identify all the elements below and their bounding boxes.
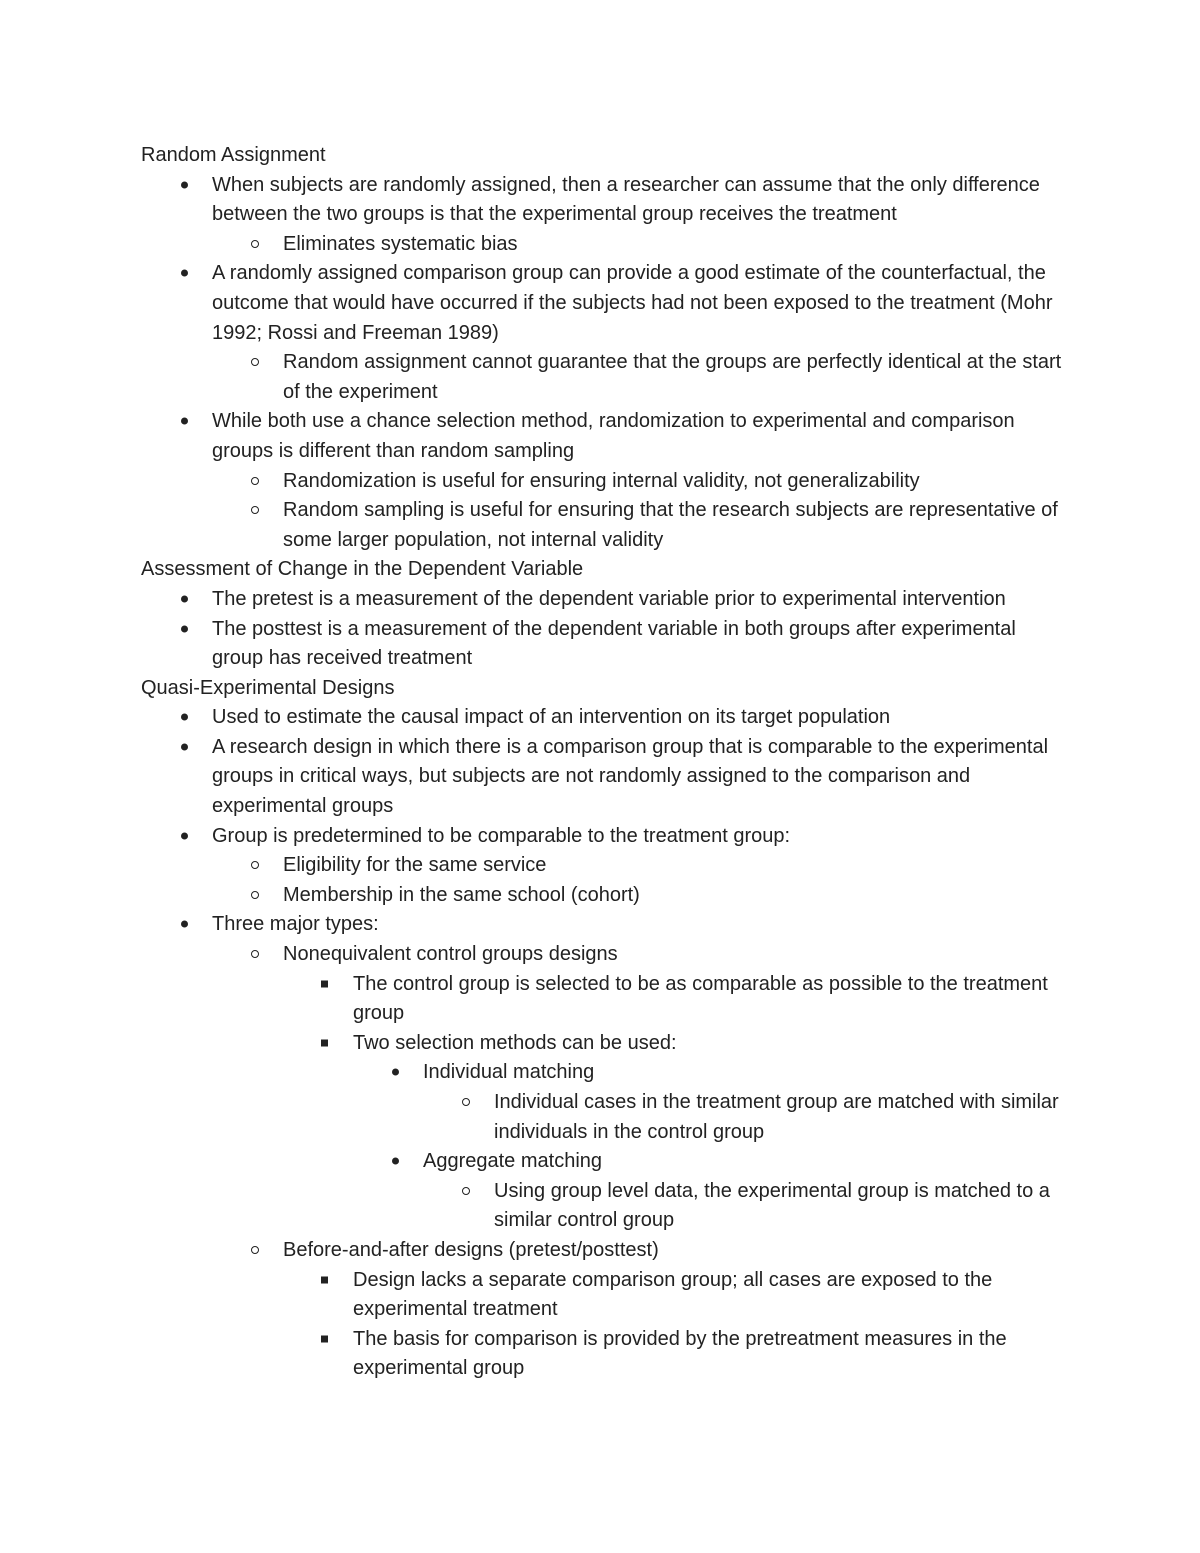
list-item — [141, 1088, 1071, 1147]
disc-bullet-icon — [181, 418, 188, 425]
list-item — [141, 259, 1071, 348]
square-bullet-icon — [321, 1335, 328, 1342]
list-item — [141, 467, 1071, 497]
list-item-text: Design lacks a separate comparison group; all cases are exposed to the experimental treatment — [353, 1268, 993, 1321]
list-item — [141, 703, 1071, 733]
list-item — [141, 230, 1071, 260]
disc-bullet-icon — [181, 270, 188, 277]
list-item-text: Using group level data, the experimental group is matched to a similar control group — [494, 1179, 1050, 1232]
list-item-text: The basis for comparison is provided by the pretreatment measures in the experimental group — [353, 1327, 1007, 1380]
list-item-text: Eliminates systematic bias — [283, 232, 518, 255]
list-item-text: When subjects are randomly assigned, then a researcher can assume that the only difference between the two groups is that the experimental group receives the treatment — [212, 173, 1040, 226]
list-item — [141, 407, 1071, 466]
list-item — [141, 1266, 1071, 1325]
list-item-text: Randomization is useful for ensuring internal validity, not generalizability — [283, 469, 920, 492]
list-item-text: A randomly assigned comparison group can provide a good estimate of the counterfactual, the outcome that would have occurred if the subjects had not been exposed to the treatment (Mohr 1992; Rossi and Freeman 1989) — [212, 262, 1053, 344]
list-item — [141, 585, 1071, 615]
circle-bullet-icon — [251, 950, 259, 958]
circle-bullet-icon — [251, 506, 259, 514]
list-item — [141, 851, 1071, 881]
disc-bullet-icon — [181, 714, 188, 721]
list-item — [141, 910, 1071, 940]
circle-bullet-icon — [251, 477, 259, 485]
list-item — [141, 1029, 1071, 1059]
circle-bullet-icon — [251, 1246, 259, 1254]
random-assignment-list — [141, 171, 1071, 556]
circle-bullet-icon — [251, 358, 259, 366]
list-item — [141, 615, 1071, 674]
section-heading-quasi-experimental: Quasi-Experimental Designs — [141, 676, 395, 699]
list-item — [141, 822, 1071, 852]
list-item — [141, 733, 1071, 822]
list-item-text: A research design in which there is a comparison group that is comparable to the experimental groups in critical ways, but subjects are not randomly assigned to the comparison and experimental groups — [212, 735, 1049, 818]
list-item-text: Individual matching — [423, 1061, 595, 1084]
list-item-text: Aggregate matching — [423, 1150, 603, 1173]
circle-bullet-icon — [462, 1098, 470, 1106]
list-item-text: Group is predetermined to be comparable to the treatment group: — [212, 824, 791, 847]
disc-bullet-icon — [181, 625, 188, 632]
square-bullet-icon — [321, 1039, 328, 1046]
assessment-list — [141, 585, 1071, 674]
disc-bullet-icon — [392, 1158, 399, 1165]
list-item-text: Individual cases in the treatment group are matched with similar individuals in the control group — [494, 1091, 1059, 1143]
disc-bullet-icon — [181, 921, 188, 928]
list-item-text: Eligibility for the same service — [283, 854, 547, 877]
list-item-text: The control group is selected to be as comparable as possible to the treatment group — [353, 972, 1048, 1025]
list-item-text: Before-and-after designs (pretest/posttest) — [283, 1238, 659, 1261]
list-item-text: Used to estimate the causal impact of an intervention on its target population — [212, 706, 891, 729]
list-item-text: Random assignment cannot guarantee that the groups are perfectly identical at the start of the experiment — [283, 351, 1062, 403]
list-item-text: Three major types: — [212, 913, 379, 936]
disc-bullet-icon — [392, 1069, 399, 1076]
disc-bullet-icon — [181, 595, 188, 602]
list-item-text: The posttest is a measurement of the dependent variable in both groups after experimental group has received treatment — [212, 617, 1016, 670]
disc-bullet-icon — [181, 743, 188, 750]
circle-bullet-icon — [251, 891, 259, 899]
list-item — [141, 1147, 1071, 1177]
list-item-text: While both use a chance selection method, randomization to experimental and comparison groups is different than random sampling — [212, 410, 1015, 462]
list-item — [141, 940, 1071, 970]
disc-bullet-icon — [181, 832, 188, 839]
list-item-text: Membership in the same school (cohort) — [283, 883, 640, 906]
list-item — [141, 881, 1071, 911]
section-heading-random-assignment: Random Assignment — [141, 144, 326, 166]
list-item — [141, 970, 1071, 1029]
list-item-text: The pretest is a measurement of the dependent variable prior to experimental intervention — [212, 587, 1006, 610]
square-bullet-icon — [321, 980, 328, 987]
list-item — [141, 1177, 1071, 1236]
list-item-text: Nonequivalent control groups designs — [283, 943, 618, 966]
square-bullet-icon — [321, 1276, 328, 1283]
disc-bullet-icon — [181, 181, 188, 188]
list-item — [141, 171, 1071, 230]
list-item — [141, 1236, 1071, 1266]
section-heading-assessment-of-change: Assessment of Change in the Dependent Variable — [141, 558, 584, 581]
list-item — [141, 1325, 1071, 1384]
list-item — [141, 1058, 1071, 1088]
circle-bullet-icon — [251, 861, 259, 869]
list-item — [141, 348, 1071, 407]
list-item — [141, 496, 1071, 555]
list-item-text: Two selection methods can be used: — [353, 1031, 677, 1054]
quasi-experimental-list — [141, 703, 1071, 1384]
circle-bullet-icon — [251, 240, 259, 248]
document-body — [141, 141, 1071, 1384]
list-item-text: Random sampling is useful for ensuring that the research subjects are representative of some larger population, not internal validity — [283, 499, 1058, 551]
circle-bullet-icon — [462, 1187, 470, 1195]
